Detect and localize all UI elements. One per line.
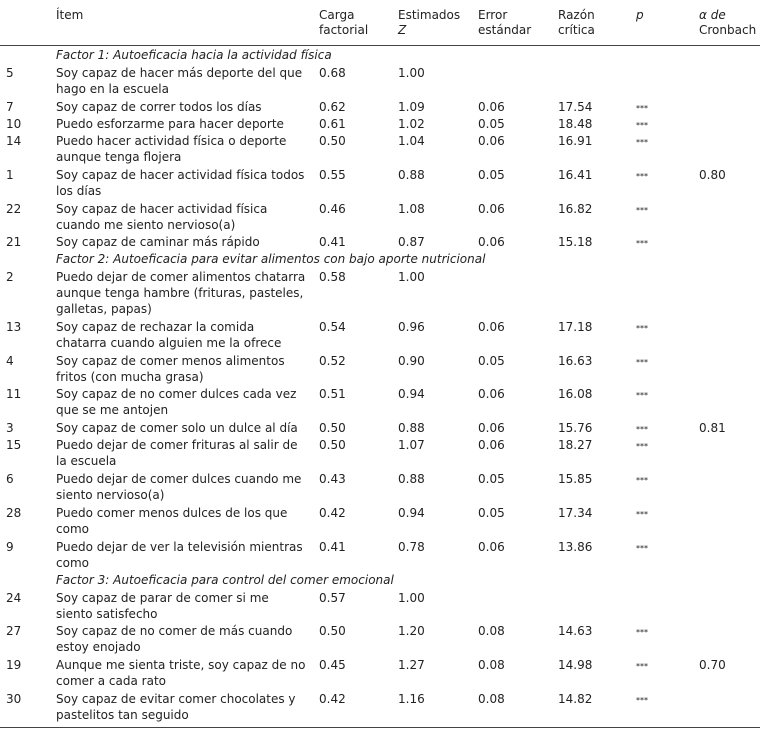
carga-factorial: 0.50: [319, 624, 346, 638]
p-value: ***: [636, 662, 648, 671]
estimados-z: 1.07: [398, 438, 425, 452]
item-number: 28: [6, 506, 22, 520]
estimados-z: 1.00: [398, 66, 425, 80]
razon-critica: 16.08: [558, 387, 593, 401]
item-text: Puedo dejar de comer frituras al salir de la escuela: [56, 438, 298, 468]
header-estimados: Estimados Z: [398, 8, 461, 37]
error-estandar: 0.06: [478, 320, 505, 334]
error-estandar: 0.08: [478, 658, 505, 672]
table-header: [0, 8, 760, 44]
error-estandar: 0.05: [478, 168, 505, 182]
estimados-z: 0.88: [398, 421, 425, 435]
p-value: ***: [636, 172, 648, 181]
item-number: 30: [6, 692, 22, 706]
razon-critica: 14.82: [558, 692, 593, 706]
carga-factorial: 0.54: [319, 320, 346, 334]
carga-factorial: 0.58: [319, 270, 346, 284]
razon-critica: 17.18: [558, 320, 593, 334]
error-estandar: 0.06: [478, 387, 505, 401]
p-value: ***: [636, 628, 648, 637]
estimados-z: 0.78: [398, 540, 425, 554]
cronbach-alpha: 0.81: [699, 421, 726, 435]
item-text: Puedo dejar de comer alimentos chatarra aunque tenga hambre (frituras, pasteles, galletas, papas): [56, 270, 306, 316]
error-estandar: 0.08: [478, 692, 505, 706]
p-value: ***: [636, 358, 648, 367]
carga-factorial: 0.41: [319, 540, 346, 554]
item-number: 11: [6, 387, 22, 401]
item-text: Puedo esforzarme para hacer deporte: [56, 117, 284, 131]
carga-factorial: 0.50: [319, 438, 346, 452]
item-number: 19: [6, 658, 22, 672]
estimados-z: 0.94: [398, 387, 425, 401]
item-number: 14: [6, 134, 22, 148]
estimados-z: 1.16: [398, 692, 425, 706]
cronbach-alpha: 0.80: [699, 168, 726, 182]
estimados-z: 0.90: [398, 354, 425, 368]
item-text: Soy capaz de comer solo un dulce al día: [56, 421, 298, 435]
error-estandar: 0.06: [478, 540, 505, 554]
bottom-rule: [0, 727, 760, 728]
estimados-z: 1.09: [398, 100, 425, 114]
item-text: Puedo dejar de ver la televisión mientras como: [56, 540, 303, 570]
item-text: Puedo dejar de comer dulces cuando me siento nervioso(a): [56, 472, 302, 502]
razon-critica: 18.48: [558, 117, 593, 131]
header-carga: Carga factorial: [319, 8, 369, 37]
carga-factorial: 0.46: [319, 202, 346, 216]
item-number: 13: [6, 320, 22, 334]
p-value: ***: [636, 121, 648, 130]
item-number: 1: [6, 168, 14, 182]
carga-factorial: 0.61: [319, 117, 346, 131]
header-p: p: [636, 8, 644, 22]
header-rule: [0, 45, 760, 46]
item-text: Soy capaz de parar de comer si me siento satisfecho: [56, 591, 269, 621]
carga-factorial: 0.57: [319, 591, 346, 605]
factor-title: Factor 1: Autoeficacia hacia la actividad física: [56, 48, 332, 62]
cronbach-alpha: 0.70: [699, 658, 726, 672]
item-number: 6: [6, 472, 14, 486]
item-text: Soy capaz de caminar más rápido: [56, 235, 260, 249]
razon-critica: 16.91: [558, 134, 593, 148]
item-text: Soy capaz de correr todos los días: [56, 100, 262, 114]
item-text: Puedo hacer actividad física o deporte aunque tenga flojera: [56, 134, 287, 164]
p-value: ***: [636, 206, 648, 215]
estimados-z: 1.00: [398, 270, 425, 284]
item-number: 27: [6, 624, 22, 638]
item-text: Soy capaz de hacer actividad física todos los días: [56, 168, 305, 198]
carga-factorial: 0.68: [319, 66, 346, 80]
p-value: ***: [636, 425, 648, 434]
item-number: 5: [6, 66, 14, 80]
item-text: Aunque me sienta triste, soy capaz de no comer a cada rato: [56, 658, 306, 688]
estimados-z: 1.02: [398, 117, 425, 131]
p-value: ***: [636, 510, 648, 519]
carga-factorial: 0.50: [319, 134, 346, 148]
carga-factorial: 0.42: [319, 692, 346, 706]
razon-critica: 16.82: [558, 202, 593, 216]
item-text: Soy capaz de hacer más deporte del que hago en la escuela: [56, 66, 303, 96]
razon-critica: 14.63: [558, 624, 593, 638]
p-value: ***: [636, 476, 648, 485]
razon-critica: 16.63: [558, 354, 593, 368]
header-alpha: α de Cronbach: [699, 8, 757, 37]
estimados-z: 0.88: [398, 472, 425, 486]
error-estandar: 0.06: [478, 202, 505, 216]
item-number: 21: [6, 235, 22, 249]
razon-critica: 15.76: [558, 421, 593, 435]
carga-factorial: 0.43: [319, 472, 346, 486]
item-text: Soy capaz de hacer actividad física cuando me siento nervioso(a): [56, 202, 268, 232]
p-value: ***: [636, 544, 648, 553]
item-text: Soy capaz de comer menos alimentos fritos (con mucha grasa): [56, 354, 285, 384]
p-value: ***: [636, 104, 648, 113]
razon-critica: 15.18: [558, 235, 593, 249]
error-estandar: 0.06: [478, 235, 505, 249]
estimados-z: 1.27: [398, 658, 425, 672]
item-text: Soy capaz de rechazar la comida chatarra cuando alguien me la ofrece: [56, 320, 282, 350]
error-estandar: 0.08: [478, 624, 505, 638]
p-value: ***: [636, 696, 648, 705]
estimados-z: 1.04: [398, 134, 425, 148]
carga-factorial: 0.50: [319, 421, 346, 435]
error-estandar: 0.06: [478, 438, 505, 452]
item-number: 15: [6, 438, 22, 452]
carga-factorial: 0.42: [319, 506, 346, 520]
p-value: ***: [636, 442, 648, 451]
carga-factorial: 0.52: [319, 354, 346, 368]
p-value: ***: [636, 391, 648, 400]
item-number: 3: [6, 421, 14, 435]
razon-critica: 15.85: [558, 472, 593, 486]
item-number: 10: [6, 117, 22, 131]
razon-critica: 18.27: [558, 438, 593, 452]
razon-critica: 17.54: [558, 100, 593, 114]
p-value: ***: [636, 239, 648, 248]
razon-critica: 17.34: [558, 506, 593, 520]
error-estandar: 0.05: [478, 472, 505, 486]
estimados-z: 0.96: [398, 320, 425, 334]
carga-factorial: 0.41: [319, 235, 346, 249]
error-estandar: 0.05: [478, 117, 505, 131]
header-razon: Razón crítica: [558, 8, 595, 37]
item-number: 4: [6, 354, 14, 368]
header-item: Ítem: [56, 8, 84, 22]
estimados-z: 1.08: [398, 202, 425, 216]
error-estandar: 0.06: [478, 421, 505, 435]
error-estandar: 0.06: [478, 100, 505, 114]
item-text: Soy capaz de no comer de más cuando estoy enojado: [56, 624, 293, 654]
item-number: 7: [6, 100, 14, 114]
carga-factorial: 0.55: [319, 168, 346, 182]
estimados-z: 0.88: [398, 168, 425, 182]
carga-factorial: 0.62: [319, 100, 346, 114]
razon-critica: 16.41: [558, 168, 593, 182]
item-number: 2: [6, 270, 14, 284]
factor-title: Factor 2: Autoeficacia para evitar alimentos con bajo aporte nutricional: [56, 252, 486, 266]
item-number: 24: [6, 591, 22, 605]
estimados-z: 0.87: [398, 235, 425, 249]
header-error: Error estándar: [478, 8, 532, 37]
item-text: Soy capaz de evitar comer chocolates y pastelitos tan seguido: [56, 692, 296, 722]
carga-factorial: 0.51: [319, 387, 346, 401]
error-estandar: 0.05: [478, 506, 505, 520]
error-estandar: 0.06: [478, 134, 505, 148]
p-value: ***: [636, 324, 648, 333]
factor-title: Factor 3: Autoeficacia para control del comer emocional: [56, 573, 394, 587]
item-text: Soy capaz de no comer dulces cada vez que se me antojen: [56, 387, 297, 417]
razon-critica: 14.98: [558, 658, 593, 672]
error-estandar: 0.05: [478, 354, 505, 368]
item-number: 9: [6, 540, 14, 554]
estimados-z: 0.94: [398, 506, 425, 520]
item-number: 22: [6, 202, 22, 216]
estimados-z: 1.20: [398, 624, 425, 638]
item-text: Puedo comer menos dulces de los que como: [56, 506, 288, 536]
carga-factorial: 0.45: [319, 658, 346, 672]
razon-critica: 13.86: [558, 540, 593, 554]
estimados-z: 1.00: [398, 591, 425, 605]
p-value: ***: [636, 138, 648, 147]
